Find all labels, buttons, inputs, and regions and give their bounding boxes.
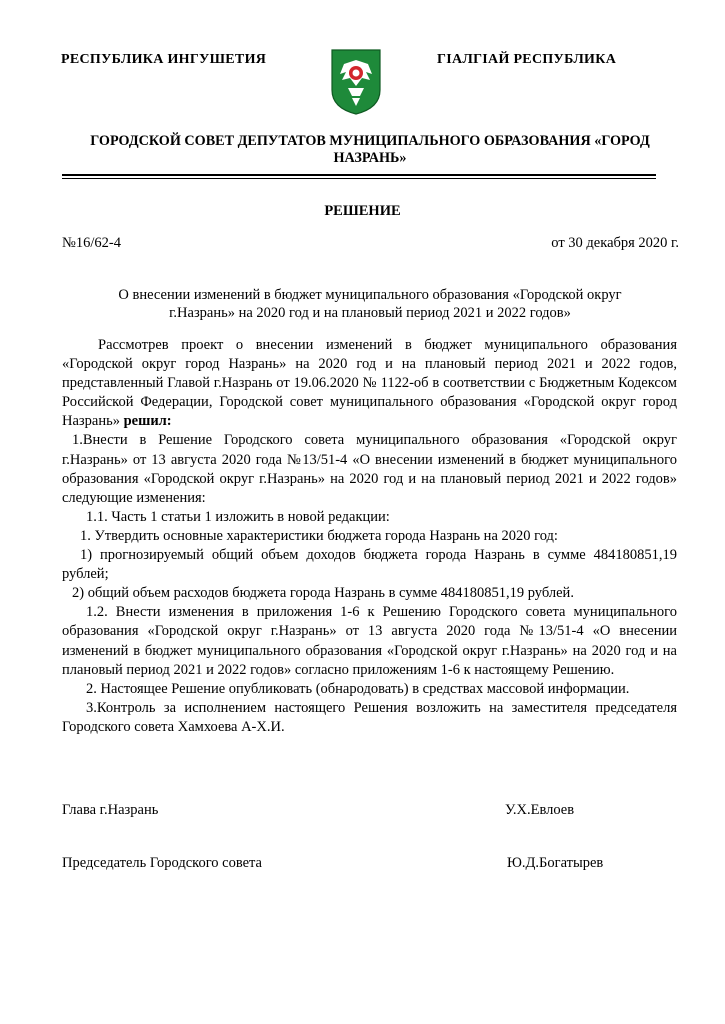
paragraph-1-2: 1.2. Внести изменения в приложения 1-6 к Решению Городского совета муниципального образования «Городской округ г.Назрань» от 13 августа 2020 года №13/51-4 «О внесении изменений в бюджет муниципального образования «Городской округ г.Назрань» на 2020 год и на плановый период 2021 и 2022 годов» согласно приложениям 1-6 к настоящему Решению. bbox=[62, 604, 677, 678]
document-title: РЕШЕНИЕ bbox=[324, 203, 401, 219]
paragraph-expenses: 2) общий объем расходов бюджета города Назрань в сумме 484180851,19 рублей. bbox=[72, 585, 574, 602]
ingushetia-coat-of-arms-icon bbox=[330, 48, 382, 116]
subject-line2: г.Назрань» на 2020 год и на плановый период 2021 и 2022 годов» bbox=[169, 305, 571, 321]
council-name-line2: НАЗРАНЬ» bbox=[333, 150, 407, 166]
paragraph-1-1: 1.1. Часть 1 статьи 1 изложить в новой редакции: bbox=[86, 508, 390, 525]
paragraph-preamble bbox=[62, 336, 677, 431]
paragraph-1: 1.Внести в Решение Городского совета муниципального образования «Городской округ г.Назрань» от 13 августа 2020 года №13/51-4 «О внесении изменений в бюджет муниципального образования «Городской округ г.Назрань» на 2020 год и на плановый период 2021 и 2022 годов» следующие изменения: bbox=[62, 432, 677, 506]
document-number: №16/62-4 bbox=[62, 235, 121, 251]
signature-head-name: У.Х.Евлоев bbox=[505, 802, 575, 818]
preamble-text: Рассмотрев проект о внесении изменений в бюджет муниципального образования «Городской округ город Назрань» на 2020 год и на плановый период 2021 и 2022 годов, представленный Главой г.Назрань от 19.06.2020 № 1122-об в соответствии с Бюджетным Кодексом Российской Федерации, Городской совет муниципального образования «Городской округ город Назрань» bbox=[62, 337, 677, 430]
header-right: ГIАЛГIАЙ РЕСПУБЛИКА bbox=[437, 52, 617, 67]
signature-chair-name: Ю.Д.Богатырев bbox=[507, 855, 604, 871]
document-date: от 30 декабря 2020 г. bbox=[551, 235, 679, 251]
document-body bbox=[62, 336, 677, 737]
document-subject bbox=[60, 286, 680, 322]
subject-line1: О внесении изменений в бюджет муниципального образования «Городской округ bbox=[118, 287, 622, 303]
header-divider-thin bbox=[62, 178, 656, 179]
paragraph-3: 3.Контроль за исполнением настоящего Решения возложить на заместителя председателя Городского совета Хамхоева А-Х.И. bbox=[62, 699, 677, 735]
header-left: РЕСПУБЛИКА ИНГУШЕТИЯ bbox=[61, 52, 267, 67]
signature-chair-title: Председатель Городского совета bbox=[62, 855, 262, 871]
signature-head-title: Глава г.Назрань bbox=[62, 802, 159, 818]
paragraph-2: 2. Настоящее Решение опубликовать (обнародовать) в средствах массовой информации. bbox=[86, 680, 630, 697]
header-divider bbox=[62, 174, 656, 176]
preamble-resolved: решил: bbox=[123, 413, 172, 430]
paragraph-revenue: 1) прогнозируемый общий объем доходов бюджета города Назрань в сумме 484180851,19 рублей; bbox=[62, 547, 677, 583]
council-name bbox=[60, 133, 680, 167]
council-name-line1: ГОРОДСКОЙ СОВЕТ ДЕПУТАТОВ МУНИЦИПАЛЬНОГО ОБРАЗОВАНИЯ «ГОРОД bbox=[90, 133, 650, 149]
paragraph-item-1: 1. Утвердить основные характеристики бюджета города Назрань на 2020 год: bbox=[80, 527, 558, 544]
